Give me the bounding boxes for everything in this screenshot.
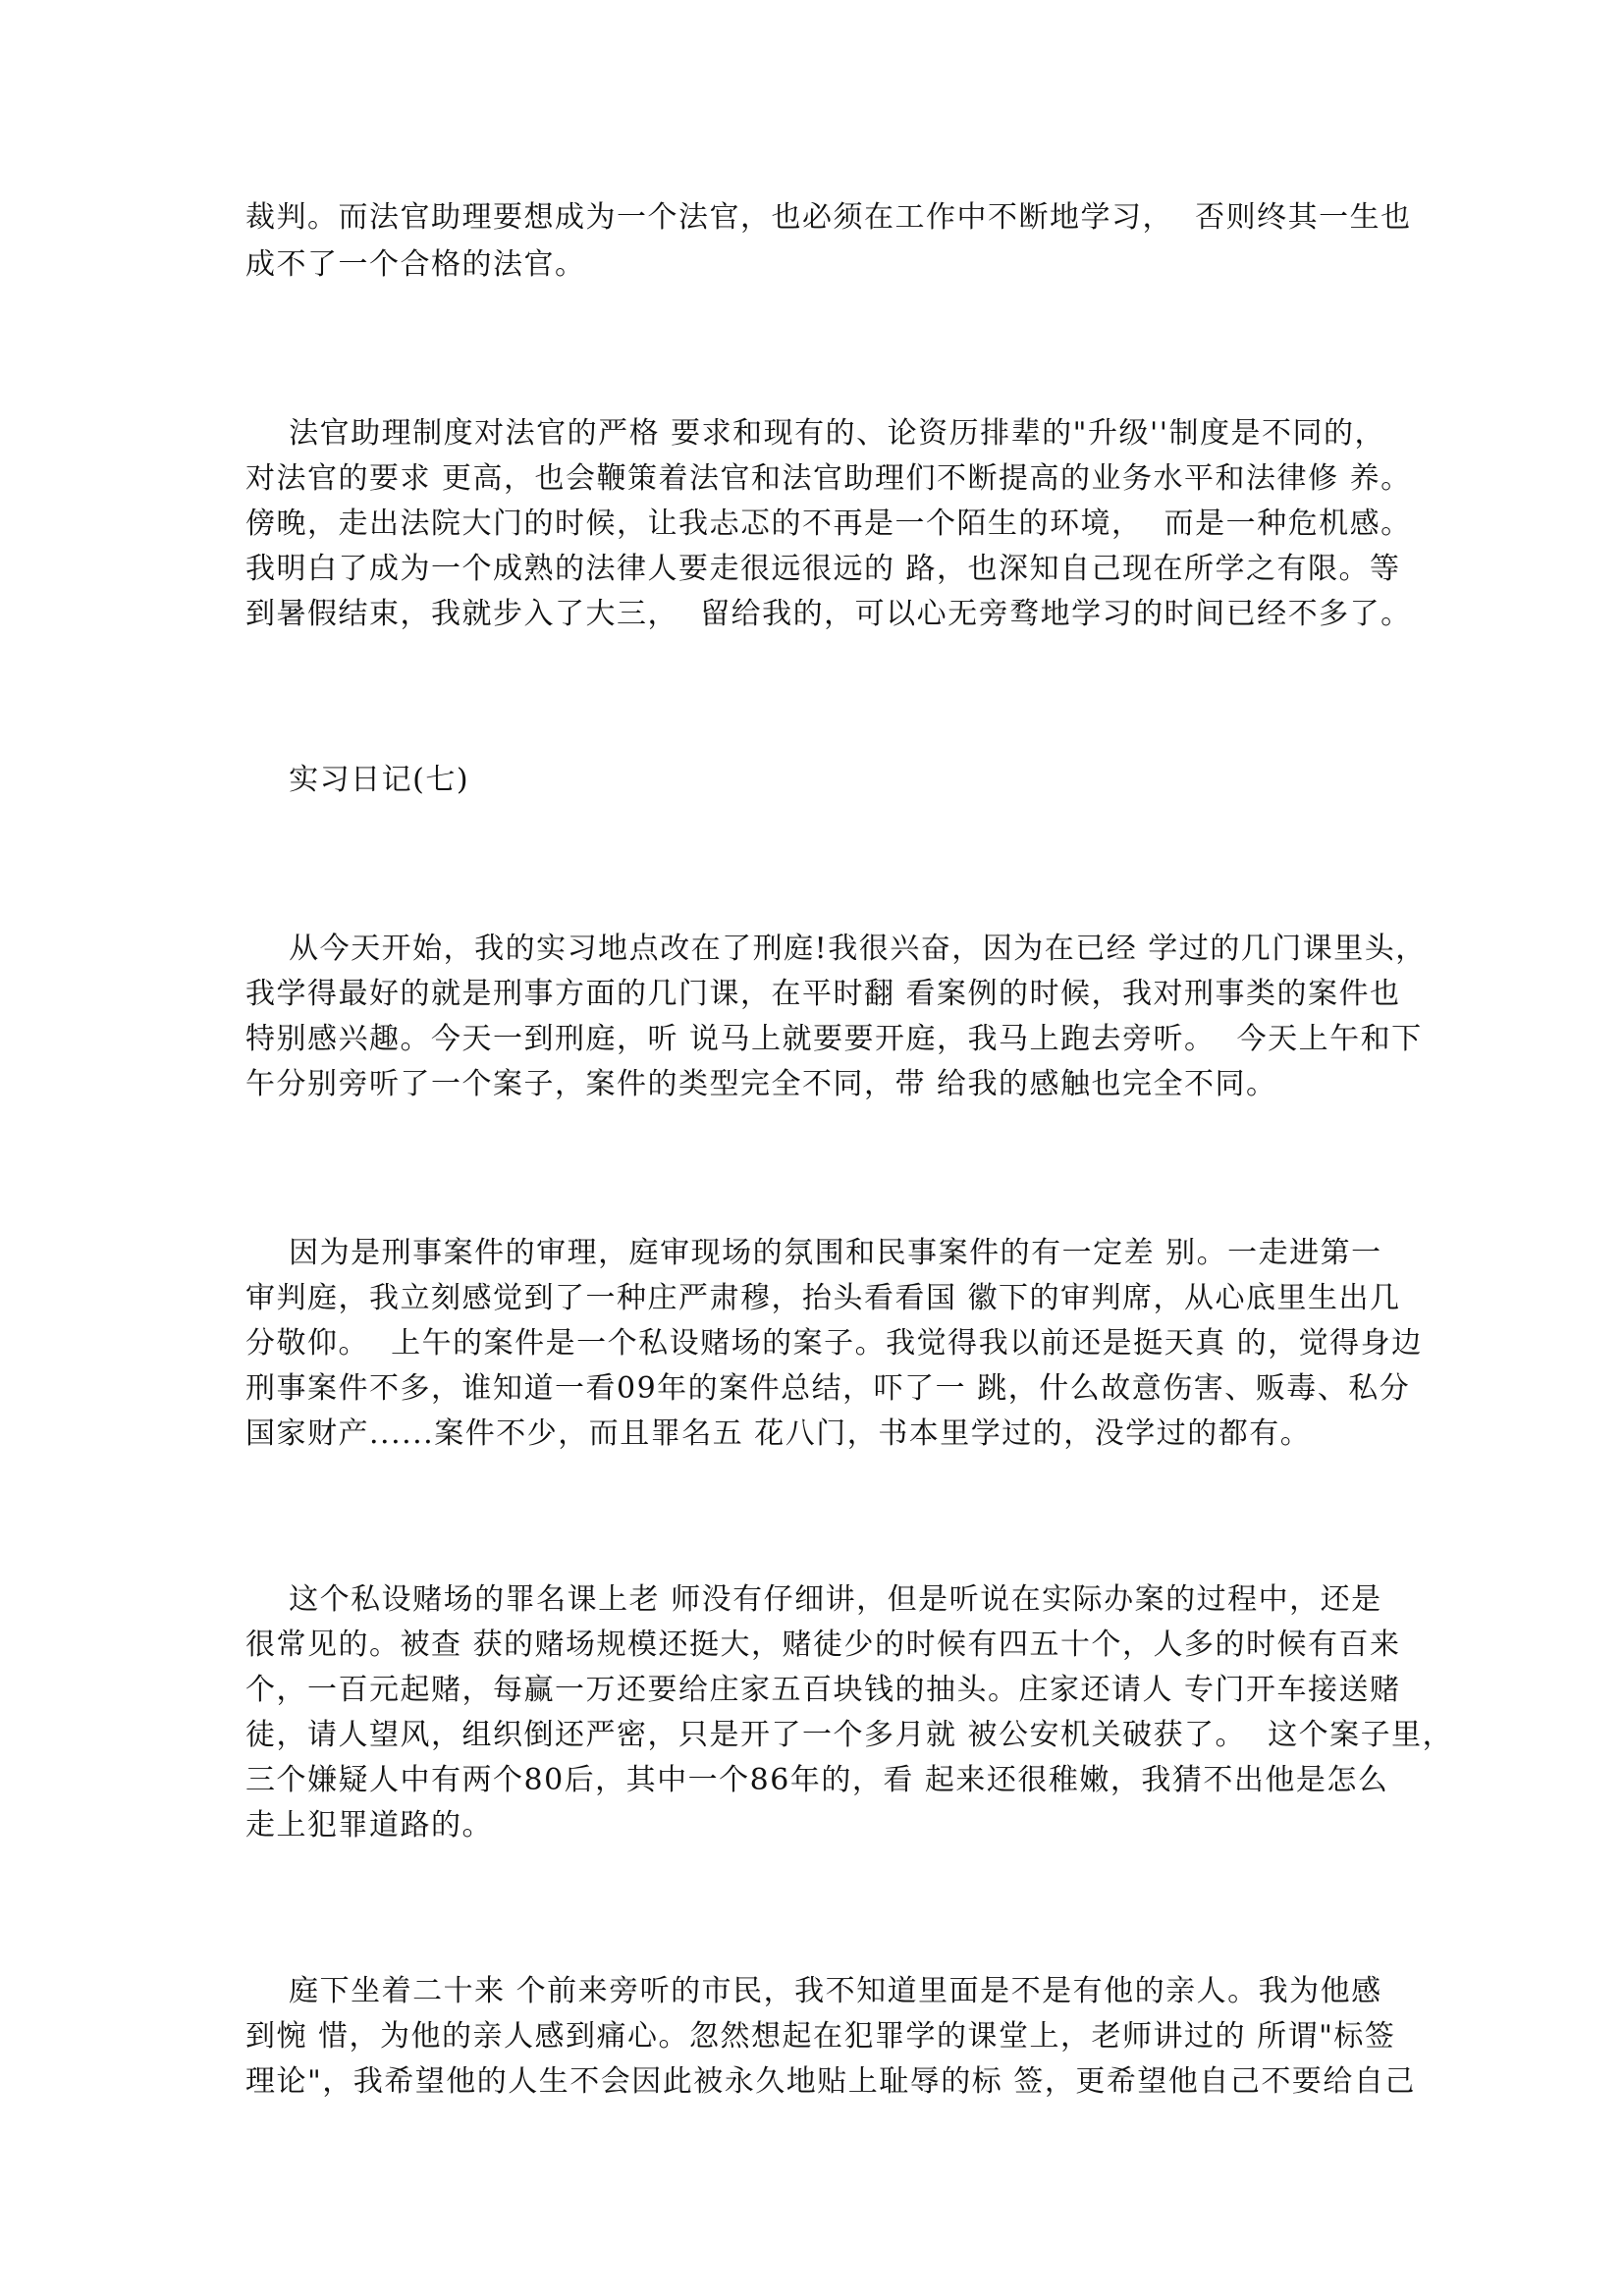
text-line: 走上犯罪道路的。 xyxy=(245,1808,493,1842)
text-line: 刑事案件不多，谁知道一看09年的案件总结，吓了一 跳，什么故意伤害、贩毒、私分 xyxy=(245,1371,1411,1406)
text-line: 因为是刑事案件的审理，庭审现场的氛围和民事案件的有一定差 别。一走进第一 xyxy=(245,1236,1382,1270)
text-line: 这个私设赌场的罪名课上老 师没有仔细讲，但是听说在实际办案的过程中，还是 xyxy=(245,1582,1382,1617)
text-line: 庭下坐着二十来 个前来旁听的市民，我不知道里面是不是有他的亲人。我为他感 xyxy=(245,1974,1382,2008)
text-line: 理论"，我希望他的人生不会因此被永久地贴上耻辱的标 签，更希望他自己不要给自己 xyxy=(245,2064,1416,2099)
text-line: 午分别旁听了一个案子，案件的类型完全不同，带 给我的感触也完全不同。 xyxy=(245,1067,1277,1101)
text-line: 三个嫌疑人中有两个80后，其中一个86年的，看 起来还很稚嫩，我猜不出他是怎么 xyxy=(245,1763,1389,1797)
text-line: 傍晚，走出法院大门的时候，让我忐忑的不再是一个陌生的环境， 而是一种危机感。 xyxy=(245,507,1412,541)
text-line: 法官助理制度对法官的严格 要求和现有的、论资历排辈的"升级''制度是不同的， xyxy=(245,416,1385,451)
text-line: 我明白了成为一个成熟的法律人要走很远很远的 路，也深知自己现在所学之有限。等 xyxy=(245,552,1401,586)
text-line: 个，一百元起赌，每赢一万还要给庄家五百块钱的抽头。庄家还请人 专门开车接送赌 xyxy=(245,1673,1401,1707)
text-line: 裁判。而法官助理要想成为一个法官，也必须在工作中不断地学习， 否则终其一生也 xyxy=(245,200,1412,235)
text-line: 到暑假结束，我就步入了大三， 留给我的，可以心无旁骛地学习的时间已经不多了。 xyxy=(245,597,1412,631)
text-line: 分敬仰。 上午的案件是一个私设赌场的案子。我觉得我以前还是挺天真 的，觉得身边 xyxy=(245,1326,1423,1361)
text-line: 徒，请人望风，组织倒还严密，只是开了一个多月就 被公安机关破获了。 这个案子里， xyxy=(245,1718,1454,1752)
text-line: 国家财产......案件不少，而且罪名五 花八门，书本里学过的，没学过的都有。 xyxy=(245,1416,1312,1451)
text-line: 从今天开始，我的实习地点改在了刑庭!我很兴奋，因为在已经 学过的几门课里头， xyxy=(245,932,1427,966)
text-line: 特别感兴趣。今天一到刑庭，听 说马上就要要开庭，我马上跑去旁听。 今天上午和下 xyxy=(245,1022,1423,1056)
section-heading: 实习日记(七) xyxy=(245,763,470,797)
text-line: 对法官的要求 更高，也会鞭策着法官和法官助理们不断提高的业务水平和法律修 养。 xyxy=(245,461,1412,496)
text-line: 很常见的。被查 获的赌场规模还挺大，赌徒少的时候有四五十个，人多的时候有百来 xyxy=(245,1628,1401,1662)
text-line: 成不了一个合格的法官。 xyxy=(245,247,586,282)
text-line: 审判庭，我立刻感觉到了一种庄严肃穆，抬头看看国 徽下的审判席，从心底里生出几 xyxy=(245,1281,1401,1315)
text-line: 我学得最好的就是刑事方面的几门课，在平时翻 看案例的时候，我对刑事类的案件也 xyxy=(245,977,1401,1011)
text-line: 到惋 惜，为他的亲人感到痛心。忽然想起在犯罪学的课堂上，老师讲过的 所谓"标签 xyxy=(245,2019,1396,2054)
